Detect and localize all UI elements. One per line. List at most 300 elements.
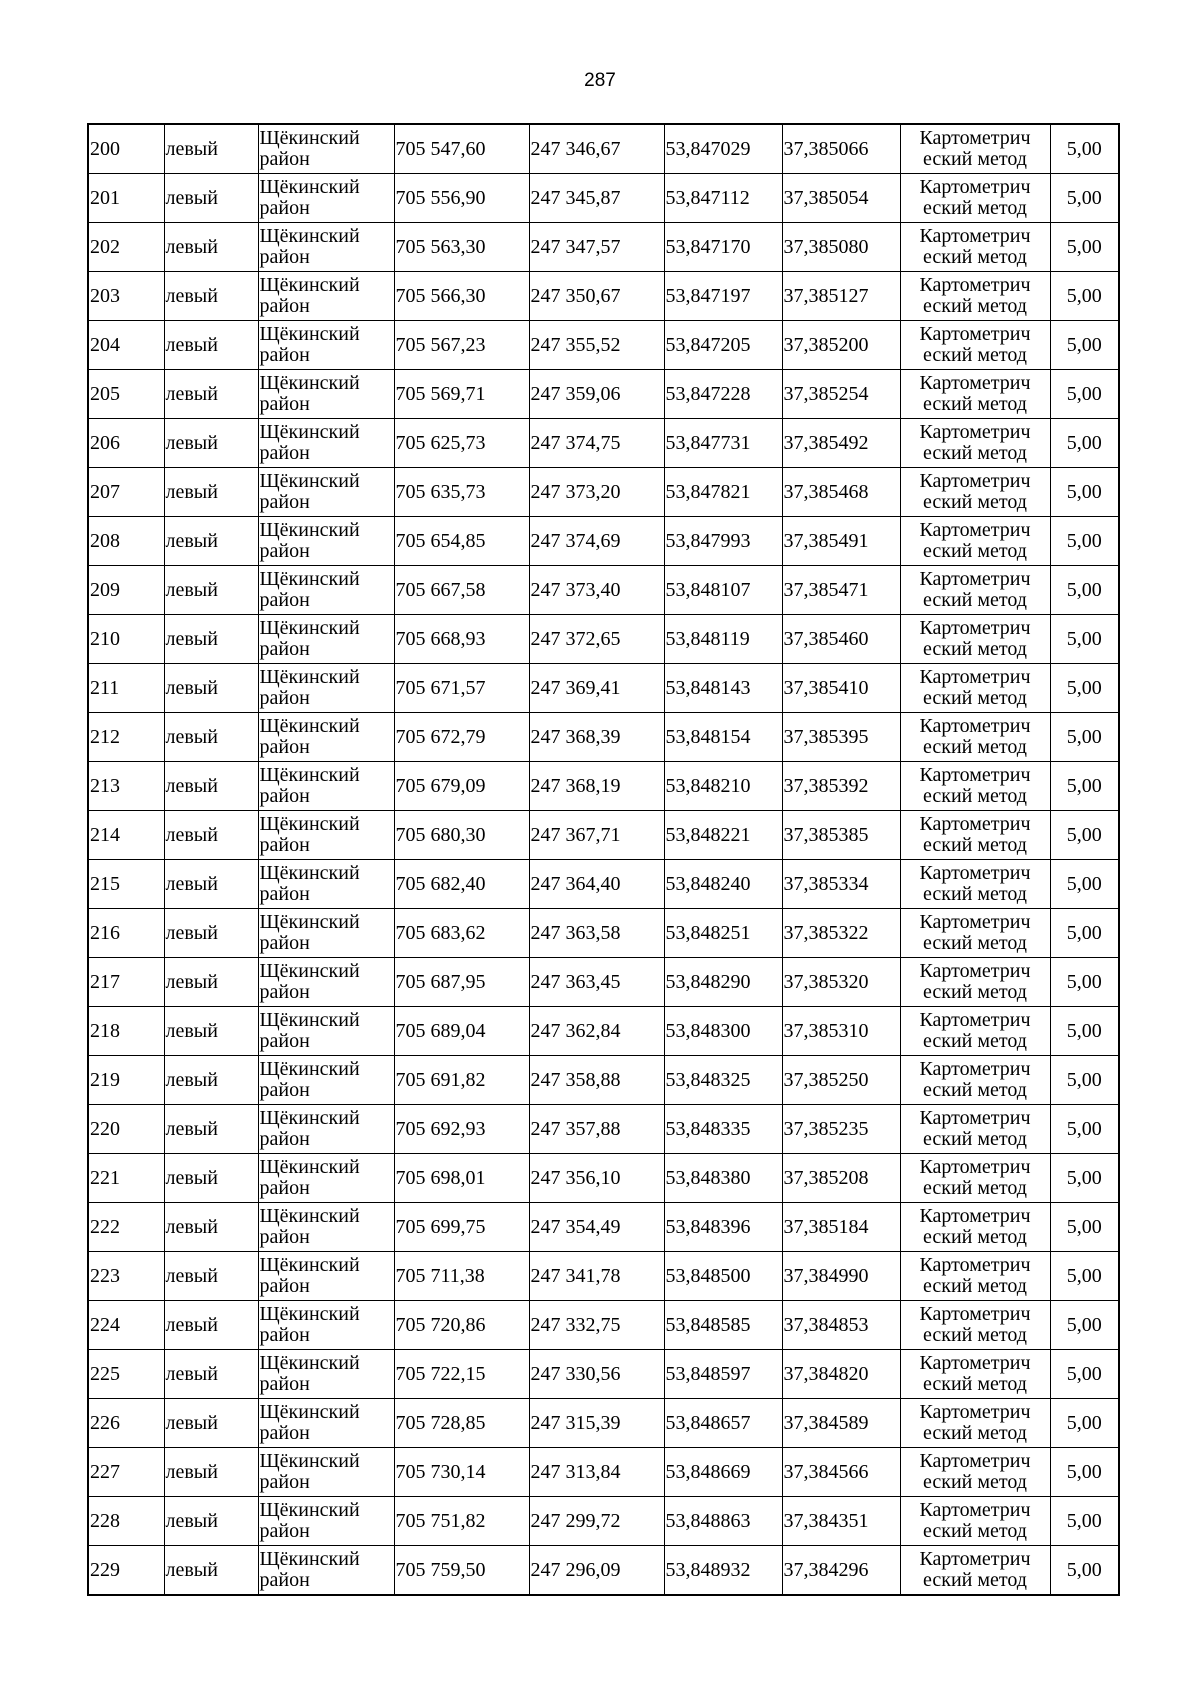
district-text: район: [259, 197, 310, 219]
coord-y-cell: [529, 223, 664, 272]
coord-x-cell: [394, 223, 529, 272]
bank-side-cell: [164, 272, 258, 321]
district-text: район: [259, 491, 310, 513]
accuracy-cell: [1050, 517, 1119, 566]
coord-y-text: 247 363,58: [530, 922, 621, 944]
coord-y-cell: [529, 517, 664, 566]
bank-side-cell: [164, 1399, 258, 1448]
bank-side-text: левый: [165, 1020, 218, 1042]
coord-y-cell: [529, 713, 664, 762]
coord-x-cell: [394, 615, 529, 664]
district-text: район: [259, 1079, 310, 1101]
coord-x-cell: [394, 909, 529, 958]
method-text: еский метод: [923, 1079, 1027, 1101]
coord-y-cell: [529, 272, 664, 321]
method-cell: [900, 1546, 1050, 1596]
table-row: [88, 124, 1119, 174]
longitude-cell: [782, 1399, 900, 1448]
method-text: Картометрич: [919, 1450, 1031, 1472]
accuracy-cell: [1050, 958, 1119, 1007]
method-text: еский метод: [923, 1520, 1027, 1542]
accuracy-cell: [1050, 1350, 1119, 1399]
bank-side-cell: [164, 811, 258, 860]
table-row: [88, 1301, 1119, 1350]
district-text: район: [259, 1373, 310, 1395]
latitude-text: 53,848335: [665, 1118, 751, 1140]
latitude-cell: [664, 124, 782, 174]
table-row: [88, 419, 1119, 468]
point-number-cell: [88, 1203, 164, 1252]
longitude-text: 37,385235: [783, 1118, 869, 1140]
accuracy-cell: [1050, 1056, 1119, 1105]
bank-side-cell: [164, 958, 258, 1007]
coord-x-text: 705 667,58: [395, 579, 486, 601]
latitude-text: 53,848597: [665, 1363, 751, 1385]
district-cell: [258, 1350, 394, 1399]
point-number-text: 202: [90, 236, 120, 258]
coord-x-text: 705 563,30: [395, 236, 486, 258]
table-row: [88, 272, 1119, 321]
method-text: Картометрич: [919, 1303, 1031, 1325]
accuracy-cell: [1050, 1497, 1119, 1546]
district-text: Щёкинский: [259, 813, 360, 835]
point-number-cell: [88, 664, 164, 713]
latitude-cell: [664, 1301, 782, 1350]
accuracy-text: 5,00: [1066, 1363, 1102, 1385]
longitude-text: 37,385471: [783, 579, 869, 601]
latitude-cell: [664, 1350, 782, 1399]
latitude-cell: [664, 1497, 782, 1546]
bank-side-text: левый: [165, 775, 218, 797]
coord-y-text: 247 355,52: [530, 334, 621, 356]
point-number-text: 212: [90, 726, 120, 748]
latitude-cell: [664, 958, 782, 1007]
bank-side-cell: [164, 124, 258, 174]
district-text: Щёкинский: [259, 1254, 360, 1276]
accuracy-text: 5,00: [1066, 1559, 1102, 1581]
district-text: Щёкинский: [259, 764, 360, 786]
point-number-text: 227: [90, 1461, 120, 1483]
latitude-cell: [664, 1546, 782, 1596]
coord-y-text: 247 313,84: [530, 1461, 621, 1483]
coord-x-cell: [394, 272, 529, 321]
method-text: Картометрич: [919, 1401, 1031, 1423]
coord-y-text: 247 354,49: [530, 1216, 621, 1238]
point-number-text: 210: [90, 628, 120, 650]
district-text: район: [259, 1275, 310, 1297]
point-number-text: 208: [90, 530, 120, 552]
bank-side-text: левый: [165, 383, 218, 405]
district-text: район: [259, 883, 310, 905]
point-number-text: 217: [90, 971, 120, 993]
point-number-cell: [88, 1448, 164, 1497]
table-row: [88, 1252, 1119, 1301]
latitude-cell: [664, 1448, 782, 1497]
district-cell: [258, 860, 394, 909]
coord-x-cell: [394, 174, 529, 223]
latitude-text: 53,848300: [665, 1020, 751, 1042]
accuracy-text: 5,00: [1066, 1020, 1102, 1042]
bank-side-text: левый: [165, 530, 218, 552]
latitude-text: 53,848380: [665, 1167, 751, 1189]
coord-x-text: 705 635,73: [395, 481, 486, 503]
method-cell: [900, 811, 1050, 860]
bank-side-text: левый: [165, 873, 218, 895]
accuracy-cell: [1050, 370, 1119, 419]
accuracy-cell: [1050, 468, 1119, 517]
district-text: Щёкинский: [259, 176, 360, 198]
longitude-text: 37,385054: [783, 187, 869, 209]
coord-x-text: 705 720,86: [395, 1314, 486, 1336]
longitude-cell: [782, 1105, 900, 1154]
longitude-text: 37,384589: [783, 1412, 869, 1434]
method-text: Картометрич: [919, 617, 1031, 639]
coord-x-text: 705 692,93: [395, 1118, 486, 1140]
latitude-text: 53,847993: [665, 530, 751, 552]
coord-x-cell: [394, 1056, 529, 1105]
coord-x-text: 705 672,79: [395, 726, 486, 748]
method-cell: [900, 468, 1050, 517]
district-text: Щёкинский: [259, 1058, 360, 1080]
coord-x-text: 705 687,95: [395, 971, 486, 993]
latitude-text: 53,847197: [665, 285, 751, 307]
bank-side-cell: [164, 1007, 258, 1056]
longitude-text: 37,385127: [783, 285, 869, 307]
latitude-text: 53,848210: [665, 775, 751, 797]
district-text: Щёкинский: [259, 1352, 360, 1374]
district-text: район: [259, 589, 310, 611]
coord-y-cell: [529, 174, 664, 223]
coord-y-text: 247 369,41: [530, 677, 621, 699]
bank-side-text: левый: [165, 824, 218, 846]
table-body: [88, 124, 1119, 1595]
coord-x-cell: [394, 713, 529, 762]
point-number-cell: [88, 1056, 164, 1105]
longitude-cell: [782, 174, 900, 223]
coord-y-cell: [529, 1056, 664, 1105]
method-text: Картометрич: [919, 1156, 1031, 1178]
point-number-text: 205: [90, 383, 120, 405]
coord-y-cell: [529, 1497, 664, 1546]
method-cell: [900, 124, 1050, 174]
bank-side-cell: [164, 517, 258, 566]
method-text: еский метод: [923, 883, 1027, 905]
method-text: еский метод: [923, 1373, 1027, 1395]
method-cell: [900, 174, 1050, 223]
coord-y-text: 247 315,39: [530, 1412, 621, 1434]
bank-side-cell: [164, 1105, 258, 1154]
method-text: еский метод: [923, 1226, 1027, 1248]
coord-y-text: 247 368,39: [530, 726, 621, 748]
method-text: еский метод: [923, 344, 1027, 366]
latitude-text: 53,847731: [665, 432, 751, 454]
district-cell: [258, 664, 394, 713]
method-cell: [900, 909, 1050, 958]
latitude-cell: [664, 1007, 782, 1056]
method-cell: [900, 762, 1050, 811]
bank-side-cell: [164, 1497, 258, 1546]
accuracy-text: 5,00: [1066, 873, 1102, 895]
latitude-text: 53,848240: [665, 873, 751, 895]
bank-side-text: левый: [165, 334, 218, 356]
district-cell: [258, 615, 394, 664]
accuracy-text: 5,00: [1066, 481, 1102, 503]
point-number-text: 206: [90, 432, 120, 454]
accuracy-text: 5,00: [1066, 1069, 1102, 1091]
latitude-cell: [664, 664, 782, 713]
accuracy-text: 5,00: [1066, 334, 1102, 356]
coord-x-text: 705 698,01: [395, 1167, 486, 1189]
latitude-text: 53,848221: [665, 824, 751, 846]
coord-x-cell: [394, 1105, 529, 1154]
district-text: Щёкинский: [259, 1303, 360, 1325]
accuracy-text: 5,00: [1066, 1167, 1102, 1189]
point-number-cell: [88, 1301, 164, 1350]
latitude-cell: [664, 1399, 782, 1448]
longitude-cell: [782, 124, 900, 174]
district-text: Щёкинский: [259, 127, 360, 149]
latitude-text: 53,848251: [665, 922, 751, 944]
district-text: район: [259, 540, 310, 562]
method-text: еский метод: [923, 1324, 1027, 1346]
latitude-text: 53,848585: [665, 1314, 751, 1336]
bank-side-cell: [164, 468, 258, 517]
point-number-text: 225: [90, 1363, 120, 1385]
method-text: Картометрич: [919, 274, 1031, 296]
latitude-text: 53,848932: [665, 1559, 751, 1581]
bank-side-cell: [164, 370, 258, 419]
coord-y-text: 247 350,67: [530, 285, 621, 307]
district-text: Щёкинский: [259, 519, 360, 541]
bank-side-text: левый: [165, 1216, 218, 1238]
coord-y-cell: [529, 1399, 664, 1448]
coord-x-cell: [394, 124, 529, 174]
latitude-cell: [664, 468, 782, 517]
district-cell: [258, 1399, 394, 1448]
district-cell: [258, 468, 394, 517]
district-text: Щёкинский: [259, 568, 360, 590]
district-text: район: [259, 295, 310, 317]
coord-x-text: 705 691,82: [395, 1069, 486, 1091]
point-number-cell: [88, 419, 164, 468]
point-number-cell: [88, 272, 164, 321]
table-row: [88, 1350, 1119, 1399]
point-number-cell: [88, 958, 164, 1007]
accuracy-cell: [1050, 223, 1119, 272]
district-text: Щёкинский: [259, 1499, 360, 1521]
coord-y-cell: [529, 860, 664, 909]
district-text: Щёкинский: [259, 1401, 360, 1423]
method-text: еский метод: [923, 1275, 1027, 1297]
accuracy-text: 5,00: [1066, 579, 1102, 601]
point-number-cell: [88, 1546, 164, 1596]
method-cell: [900, 1203, 1050, 1252]
district-text: район: [259, 393, 310, 415]
method-text: Картометрич: [919, 176, 1031, 198]
method-text: Картометрич: [919, 372, 1031, 394]
longitude-text: 37,385184: [783, 1216, 869, 1238]
table-row: [88, 1448, 1119, 1497]
district-cell: [258, 1056, 394, 1105]
district-cell: [258, 124, 394, 174]
bank-side-text: левый: [165, 677, 218, 699]
point-number-cell: [88, 1399, 164, 1448]
method-text: Картометрич: [919, 421, 1031, 443]
coord-y-cell: [529, 762, 664, 811]
coord-x-cell: [394, 1546, 529, 1596]
coord-x-text: 705 699,75: [395, 1216, 486, 1238]
coord-x-text: 705 668,93: [395, 628, 486, 650]
bank-side-cell: [164, 419, 258, 468]
method-cell: [900, 1154, 1050, 1203]
table-row: [88, 958, 1119, 1007]
coord-y-text: 247 372,65: [530, 628, 621, 650]
longitude-cell: [782, 811, 900, 860]
point-number-text: 222: [90, 1216, 120, 1238]
accuracy-cell: [1050, 664, 1119, 713]
longitude-text: 37,385385: [783, 824, 869, 846]
point-number-cell: [88, 517, 164, 566]
coord-y-cell: [529, 1301, 664, 1350]
point-number-text: 220: [90, 1118, 120, 1140]
method-text: Картометрич: [919, 764, 1031, 786]
table-row: [88, 1203, 1119, 1252]
district-text: район: [259, 687, 310, 709]
accuracy-text: 5,00: [1066, 1314, 1102, 1336]
coord-y-cell: [529, 1007, 664, 1056]
longitude-text: 37,385320: [783, 971, 869, 993]
latitude-cell: [664, 321, 782, 370]
accuracy-cell: [1050, 1105, 1119, 1154]
point-number-text: 226: [90, 1412, 120, 1434]
point-number-text: 204: [90, 334, 120, 356]
table-row: [88, 1399, 1119, 1448]
bank-side-text: левый: [165, 285, 218, 307]
bank-side-cell: [164, 1056, 258, 1105]
method-text: еский метод: [923, 295, 1027, 317]
coord-y-cell: [529, 1105, 664, 1154]
accuracy-cell: [1050, 615, 1119, 664]
district-cell: [258, 958, 394, 1007]
latitude-cell: [664, 370, 782, 419]
district-text: Щёкинский: [259, 274, 360, 296]
coord-x-text: 705 556,90: [395, 187, 486, 209]
district-text: Щёкинский: [259, 1450, 360, 1472]
district-text: район: [259, 1569, 310, 1591]
bank-side-text: левый: [165, 1461, 218, 1483]
coord-x-cell: [394, 811, 529, 860]
latitude-text: 53,847170: [665, 236, 751, 258]
latitude-cell: [664, 713, 782, 762]
method-cell: [900, 664, 1050, 713]
method-text: еский метод: [923, 932, 1027, 954]
latitude-cell: [664, 909, 782, 958]
longitude-cell: [782, 762, 900, 811]
accuracy-text: 5,00: [1066, 1461, 1102, 1483]
district-cell: [258, 1007, 394, 1056]
method-cell: [900, 419, 1050, 468]
bank-side-text: левый: [165, 1167, 218, 1189]
longitude-cell: [782, 1252, 900, 1301]
district-cell: [258, 1203, 394, 1252]
latitude-text: 53,848107: [665, 579, 751, 601]
district-cell: [258, 566, 394, 615]
method-text: еский метод: [923, 736, 1027, 758]
coord-x-text: 705 569,71: [395, 383, 486, 405]
longitude-text: 37,385322: [783, 922, 869, 944]
longitude-text: 37,385410: [783, 677, 869, 699]
longitude-cell: [782, 1350, 900, 1399]
district-text: Щёкинский: [259, 1009, 360, 1031]
method-cell: [900, 615, 1050, 664]
accuracy-cell: [1050, 1301, 1119, 1350]
point-number-cell: [88, 566, 164, 615]
coord-y-cell: [529, 566, 664, 615]
longitude-cell: [782, 223, 900, 272]
method-text: Картометрич: [919, 519, 1031, 541]
accuracy-text: 5,00: [1066, 726, 1102, 748]
table-row: [88, 713, 1119, 762]
method-text: еский метод: [923, 393, 1027, 415]
district-cell: [258, 762, 394, 811]
bank-side-text: левый: [165, 187, 218, 209]
point-number-text: 228: [90, 1510, 120, 1532]
coord-y-text: 247 341,78: [530, 1265, 621, 1287]
longitude-text: 37,384990: [783, 1265, 869, 1287]
coord-y-cell: [529, 811, 664, 860]
accuracy-text: 5,00: [1066, 677, 1102, 699]
district-text: район: [259, 442, 310, 464]
method-text: еский метод: [923, 1471, 1027, 1493]
accuracy-cell: [1050, 272, 1119, 321]
accuracy-text: 5,00: [1066, 775, 1102, 797]
accuracy-cell: [1050, 860, 1119, 909]
coord-x-text: 705 728,85: [395, 1412, 486, 1434]
coord-x-text: 705 566,30: [395, 285, 486, 307]
coord-y-text: 247 346,67: [530, 138, 621, 160]
method-text: еский метод: [923, 1030, 1027, 1052]
point-number-cell: [88, 174, 164, 223]
coord-x-text: 705 722,15: [395, 1363, 486, 1385]
point-number-cell: [88, 321, 164, 370]
bank-side-text: левый: [165, 1265, 218, 1287]
accuracy-text: 5,00: [1066, 187, 1102, 209]
longitude-text: 37,385460: [783, 628, 869, 650]
method-text: Картометрич: [919, 715, 1031, 737]
bank-side-text: левый: [165, 1412, 218, 1434]
accuracy-cell: [1050, 1252, 1119, 1301]
coord-x-cell: [394, 1154, 529, 1203]
latitude-cell: [664, 811, 782, 860]
point-number-cell: [88, 860, 164, 909]
district-text: район: [259, 736, 310, 758]
latitude-cell: [664, 1056, 782, 1105]
bank-side-text: левый: [165, 579, 218, 601]
method-text: еский метод: [923, 687, 1027, 709]
longitude-text: 37,385200: [783, 334, 869, 356]
method-text: Картометрич: [919, 568, 1031, 590]
district-text: Щёкинский: [259, 911, 360, 933]
coord-y-cell: [529, 615, 664, 664]
point-number-cell: [88, 223, 164, 272]
latitude-cell: [664, 566, 782, 615]
latitude-cell: [664, 419, 782, 468]
point-number-text: 211: [90, 677, 120, 699]
table-row: [88, 811, 1119, 860]
longitude-cell: [782, 517, 900, 566]
method-text: Картометрич: [919, 666, 1031, 688]
district-cell: [258, 517, 394, 566]
